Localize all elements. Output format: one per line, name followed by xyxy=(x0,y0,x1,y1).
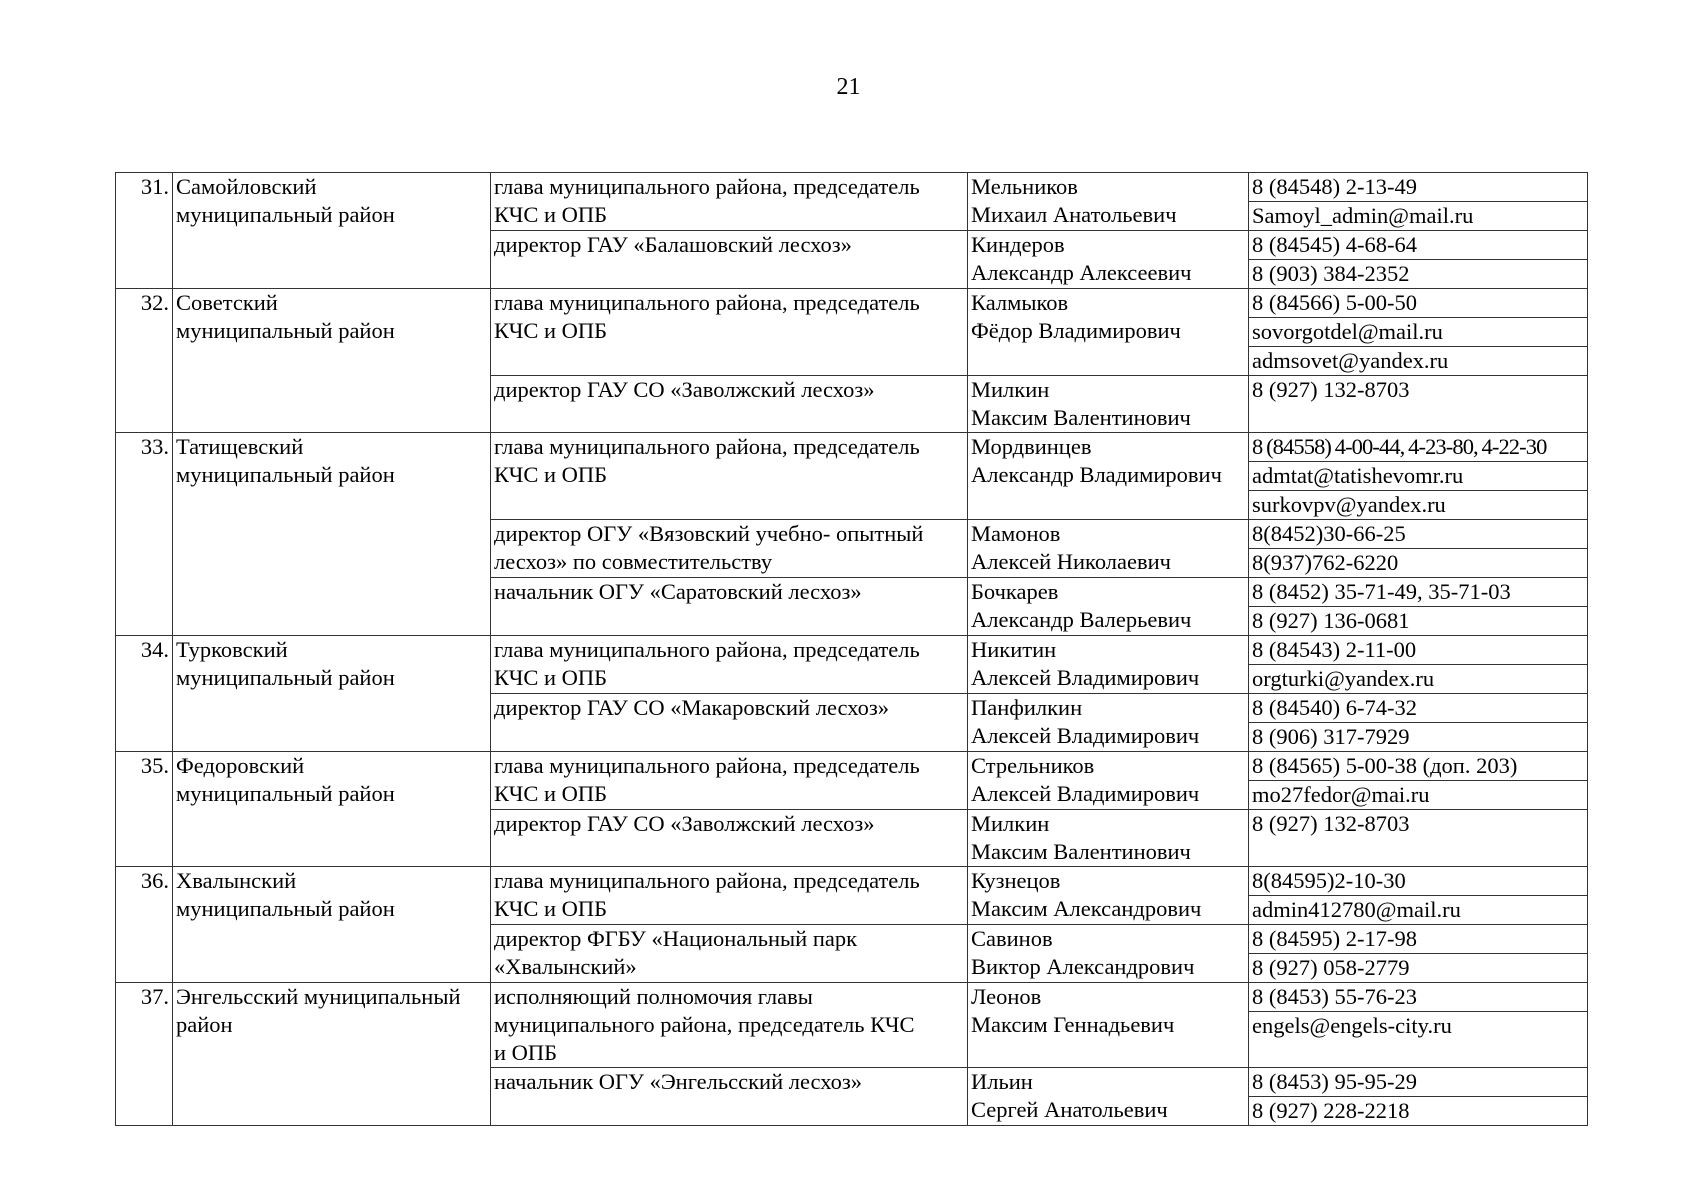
name-line: Алексей Владимирович xyxy=(971,723,1200,748)
position-line: КЧС и ОПБ xyxy=(494,665,608,690)
official-name xyxy=(968,983,1249,1068)
contact-value: surkovpv@yandex.ru xyxy=(1252,492,1446,517)
contact-cell xyxy=(1249,433,1588,462)
official-name xyxy=(968,867,1249,925)
official-position xyxy=(491,289,968,376)
table-row xyxy=(116,173,1588,202)
district-name-line: Федоровский xyxy=(176,753,305,778)
contact-cell xyxy=(1249,636,1588,665)
contact-value: 8 (84558) 4-00-44, 4-23-80, 4-22-30 xyxy=(1252,434,1547,459)
contact-value: 8 (8453) 95-95-29 xyxy=(1252,1069,1417,1094)
name-line: Алексей Николаевич xyxy=(971,549,1171,574)
position-line: директор ГАУ СО «Заволжский лесхоз» xyxy=(494,811,875,836)
contact-cell xyxy=(1249,723,1588,752)
district-name-line: муниципальный район xyxy=(176,318,395,343)
name-line: Никитин xyxy=(971,637,1057,662)
district-name-line: муниципальный район xyxy=(176,781,395,806)
municipal-district xyxy=(173,433,491,636)
contact-value: 8(937)762-6220 xyxy=(1252,550,1399,575)
contacts-table-body xyxy=(116,173,1588,1126)
position-line: директор ФГБУ «Национальный парк xyxy=(494,926,858,951)
official-position xyxy=(491,578,968,636)
name-line: Максим Геннадьевич xyxy=(971,1012,1175,1037)
contact-value: sovorgotdel@mail.ru xyxy=(1252,319,1443,344)
contact-value: engels@engels-city.ru xyxy=(1252,1013,1452,1038)
name-line: Бочкарев xyxy=(971,579,1059,604)
official-position xyxy=(491,1068,968,1126)
position-line: глава муниципального района, председатель xyxy=(494,290,920,315)
contact-value: 8 (8452) 35-71-49, 35-71-03 xyxy=(1252,579,1511,604)
contact-cell xyxy=(1249,665,1588,694)
position-line: «Хвалынский» xyxy=(494,954,637,979)
contact-value: admtat@tatishevomr.ru xyxy=(1252,463,1464,488)
position-line: директор ГАУ СО «Макаровский лесхоз» xyxy=(494,695,889,720)
table-row xyxy=(116,636,1588,665)
official-position xyxy=(491,520,968,578)
name-line: Калмыков xyxy=(971,290,1069,315)
contact-value: 8 (927) 132-8703 xyxy=(1252,811,1410,836)
official-position xyxy=(491,636,968,694)
name-line: Стрельников xyxy=(971,753,1095,778)
district-name-line: муниципальный район xyxy=(176,665,395,690)
municipal-district xyxy=(173,752,491,867)
row-number: 36. xyxy=(116,867,173,983)
contact-cell xyxy=(1249,578,1588,607)
contact-value: 8(8452)30-66-25 xyxy=(1252,521,1406,546)
name-line: Фёдор Владимирович xyxy=(971,318,1181,343)
position-line: КЧС и ОПБ xyxy=(494,896,608,921)
contact-cell xyxy=(1249,954,1588,983)
official-name xyxy=(968,636,1249,694)
name-line: Александр Владимирович xyxy=(971,462,1222,487)
contact-cell xyxy=(1249,752,1588,781)
contact-value: 8 (8453) 55-76-23 xyxy=(1252,984,1417,1009)
name-line: Алексей Владимирович xyxy=(971,781,1200,806)
contact-cell xyxy=(1249,896,1588,925)
name-line: Мордвинцев xyxy=(971,434,1092,459)
position-line: глава муниципального района, председатель xyxy=(494,753,920,778)
contact-value: 8 (84540) 6-74-32 xyxy=(1252,695,1417,720)
official-position xyxy=(491,376,968,433)
position-line: директор ОГУ «Вязовский учебно- опытный xyxy=(494,521,924,546)
name-line: Виктор Александрович xyxy=(971,954,1195,979)
contact-value: 8 (906) 317-7929 xyxy=(1252,724,1410,749)
name-line: Милкин xyxy=(971,811,1050,836)
position-line: директор ГАУ СО «Заволжский лесхоз» xyxy=(494,377,875,402)
name-line: Михаил Анатольевич xyxy=(971,202,1177,227)
contact-value: 8 (927) 058-2779 xyxy=(1252,955,1410,980)
name-line: Алексей Владимирович xyxy=(971,665,1200,690)
position-line: начальник ОГУ «Саратовский лесхоз» xyxy=(494,579,862,604)
official-position xyxy=(491,694,968,752)
contact-value: admin412780@mail.ru xyxy=(1252,897,1461,922)
page-number: 21 xyxy=(836,74,861,100)
row-number: 34. xyxy=(116,636,173,752)
municipal-district xyxy=(173,636,491,752)
position-line: КЧС и ОПБ xyxy=(494,318,608,343)
contacts-table xyxy=(115,172,1588,1126)
contact-cell xyxy=(1249,462,1588,491)
official-position xyxy=(491,983,968,1068)
official-name xyxy=(968,433,1249,520)
municipal-district xyxy=(173,173,491,289)
municipal-district xyxy=(173,289,491,433)
name-line: Максим Валентинович xyxy=(971,405,1191,430)
official-name xyxy=(968,376,1249,433)
contact-cell xyxy=(1249,1012,1588,1068)
district-name-line: Самойловский xyxy=(176,174,317,199)
contact-cell xyxy=(1249,289,1588,318)
contact-value: 8 (84543) 2-11-00 xyxy=(1252,637,1417,662)
table-row xyxy=(116,983,1588,1012)
name-line: Александр Валерьевич xyxy=(971,607,1192,632)
table-row xyxy=(116,867,1588,896)
official-name xyxy=(968,173,1249,231)
contact-value: 8 (84566) 5-00-50 xyxy=(1252,290,1417,315)
position-line: глава муниципального района, председатель xyxy=(494,637,920,662)
contact-cell xyxy=(1249,983,1588,1012)
contact-value: 8 (84545) 4-68-64 xyxy=(1252,232,1417,257)
row-number: 32. xyxy=(116,289,173,433)
position-line: КЧС и ОПБ xyxy=(494,781,608,806)
official-name xyxy=(968,231,1249,289)
official-name xyxy=(968,925,1249,983)
name-line: Ильин xyxy=(971,1069,1033,1094)
name-line: Кузнецов xyxy=(971,868,1061,893)
position-line: и ОПБ xyxy=(494,1040,558,1065)
official-position xyxy=(491,867,968,925)
official-name xyxy=(968,1068,1249,1126)
contact-value: orgturki@yandex.ru xyxy=(1252,666,1435,691)
contact-cell xyxy=(1249,260,1588,289)
official-name xyxy=(968,694,1249,752)
contact-value: 8 (84548) 2-13-49 xyxy=(1252,174,1417,199)
district-name-line: Турковский xyxy=(176,637,288,662)
district-name-line: район xyxy=(176,1012,233,1037)
row-number: 35. xyxy=(116,752,173,867)
position-line: КЧС и ОПБ xyxy=(494,462,608,487)
contact-cell xyxy=(1249,173,1588,202)
name-line: Максим Александрович xyxy=(971,896,1202,921)
position-line: муниципального района, председатель КЧС xyxy=(494,1012,915,1037)
name-line: Киндеров xyxy=(971,232,1065,257)
district-name-line: Хвалынский xyxy=(176,868,297,893)
contact-value: mo27fedor@mai.ru xyxy=(1252,782,1430,807)
name-line: Мельников xyxy=(971,174,1078,199)
row-number: 37. xyxy=(116,983,173,1126)
position-line: лесхоз» по совместительству xyxy=(494,549,773,574)
contact-cell xyxy=(1249,376,1588,433)
contact-cell xyxy=(1249,549,1588,578)
row-number: 33. xyxy=(116,433,173,636)
contact-cell xyxy=(1249,231,1588,260)
name-line: Панфилкин xyxy=(971,695,1083,720)
district-name-line: муниципальный район xyxy=(176,202,395,227)
position-line: глава муниципального района, председатель xyxy=(494,434,920,459)
official-position xyxy=(491,810,968,867)
contact-cell xyxy=(1249,1097,1588,1126)
contact-cell xyxy=(1249,607,1588,636)
district-name-line: Советский xyxy=(176,290,278,315)
name-line: Милкин xyxy=(971,377,1050,402)
official-name xyxy=(968,752,1249,810)
position-line: КЧС и ОПБ xyxy=(494,202,608,227)
official-name xyxy=(968,289,1249,376)
table-row xyxy=(116,752,1588,781)
name-line: Максим Валентинович xyxy=(971,839,1191,864)
contact-cell xyxy=(1249,491,1588,520)
contact-cell xyxy=(1249,925,1588,954)
contact-cell xyxy=(1249,520,1588,549)
official-name xyxy=(968,578,1249,636)
position-line: начальник ОГУ «Энгельсский лесхоз» xyxy=(494,1069,862,1094)
contact-value: 8 (84565) 5-00-38 (доп. 203) xyxy=(1252,753,1518,778)
district-name-line: муниципальный район xyxy=(176,896,395,921)
position-line: директор ГАУ «Балашовский лесхоз» xyxy=(494,232,852,257)
name-line: Савинов xyxy=(971,926,1053,951)
contact-value: 8 (84595) 2-17-98 xyxy=(1252,926,1417,951)
contact-cell xyxy=(1249,1068,1588,1097)
official-position xyxy=(491,925,968,983)
official-name xyxy=(968,520,1249,578)
name-line: Александр Алексеевич xyxy=(971,260,1192,285)
official-position xyxy=(491,433,968,520)
name-line: Леонов xyxy=(971,984,1042,1009)
contact-cell xyxy=(1249,202,1588,231)
contact-value: 8 (927) 136-0681 xyxy=(1252,608,1410,633)
position-line: глава муниципального района, председатель xyxy=(494,174,920,199)
table-row xyxy=(116,289,1588,318)
position-line: исполняющий полномочия главы xyxy=(494,984,813,1009)
row-number: 31. xyxy=(116,173,173,289)
contact-value: Samoyl_admin@mail.ru xyxy=(1252,203,1474,228)
municipal-district xyxy=(173,983,491,1126)
contact-value: 8(84595)2-10-30 xyxy=(1252,868,1406,893)
name-line: Мамонов xyxy=(971,521,1061,546)
municipal-district xyxy=(173,867,491,983)
contact-value: 8 (903) 384-2352 xyxy=(1252,261,1410,286)
contact-cell xyxy=(1249,867,1588,896)
district-name-line: Татищевский xyxy=(176,434,304,459)
name-line: Сергей Анатольевич xyxy=(971,1097,1168,1122)
position-line: глава муниципального района, председатель xyxy=(494,868,920,893)
district-name-line: Энгельсский муниципальный xyxy=(176,984,461,1009)
contact-value: admsovet@yandex.ru xyxy=(1252,348,1449,373)
official-position xyxy=(491,752,968,810)
contact-value: 8 (927) 228-2218 xyxy=(1252,1098,1410,1123)
official-name xyxy=(968,810,1249,867)
contact-cell xyxy=(1249,318,1588,347)
contact-cell xyxy=(1249,694,1588,723)
contact-cell xyxy=(1249,781,1588,810)
district-name-line: муниципальный район xyxy=(176,462,395,487)
table-row xyxy=(116,433,1588,462)
contact-value: 8 (927) 132-8703 xyxy=(1252,377,1410,402)
official-position xyxy=(491,231,968,289)
contact-cell xyxy=(1249,347,1588,376)
contact-cell xyxy=(1249,810,1588,867)
official-position xyxy=(491,173,968,231)
